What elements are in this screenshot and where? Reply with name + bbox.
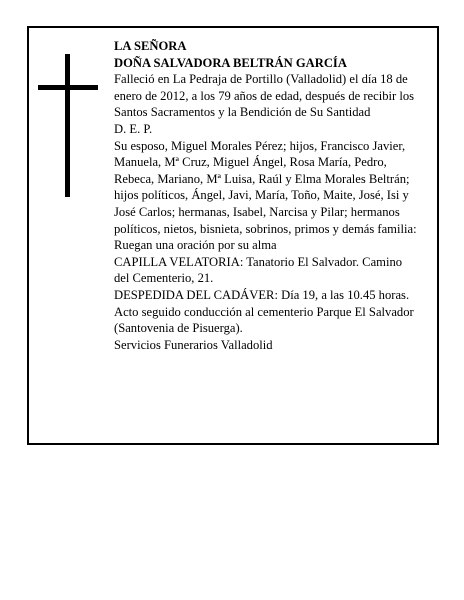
obituary-text	[114, 38, 418, 353]
heading-title: LA SEÑORA	[114, 39, 187, 53]
funeral-details: DESPEDIDA DEL CADÁVER: Día 19, a las 10.45 horas. Acto seguido conducción al cementerio Parque El Salvador (Santovenia de Pisuerga).	[114, 287, 414, 336]
prayer-request: Ruegan una oración por su alma	[114, 238, 277, 253]
cross-icon	[38, 54, 98, 197]
wake-location: CAPILLA VELATORIA: Tanatorio El Salvador. Camino del Cementerio, 21.	[114, 254, 403, 286]
death-details: Falleció en La Pedraja de Portillo (Valladolid) el día 18 de enero de 2012, a los 79 años de edad, después de recibir los Santos Sacramentos y la Bendición de Su Santidad	[114, 72, 415, 120]
cross-horizontal-bar	[38, 85, 98, 90]
family-list: Su esposo, Miguel Morales Pérez; hijos, Francisco Javier, Manuela, Mª Cruz, Miguel Ángel, Rosa María, Pedro, Rebeca, Mariano, Mª Luisa, Raúl y Elma Morales Beltrán; hijos políticos, Ángel, Javi, María, Toño, Maite, José, Isi y José Carlos; hermanas, Isabel, Narcisa y Pilar; hermanos políticos, nietos, bisnieta, sobrinos, primos y demás familia:	[114, 138, 417, 236]
rest-in-peace: D. E. P.	[114, 121, 153, 136]
cross-vertical-bar	[65, 54, 70, 197]
deceased-name: DOÑA SALVADORA BELTRÁN GARCÍA	[114, 55, 347, 70]
funeral-services: Servicios Funerarios Valladolid	[114, 337, 273, 352]
